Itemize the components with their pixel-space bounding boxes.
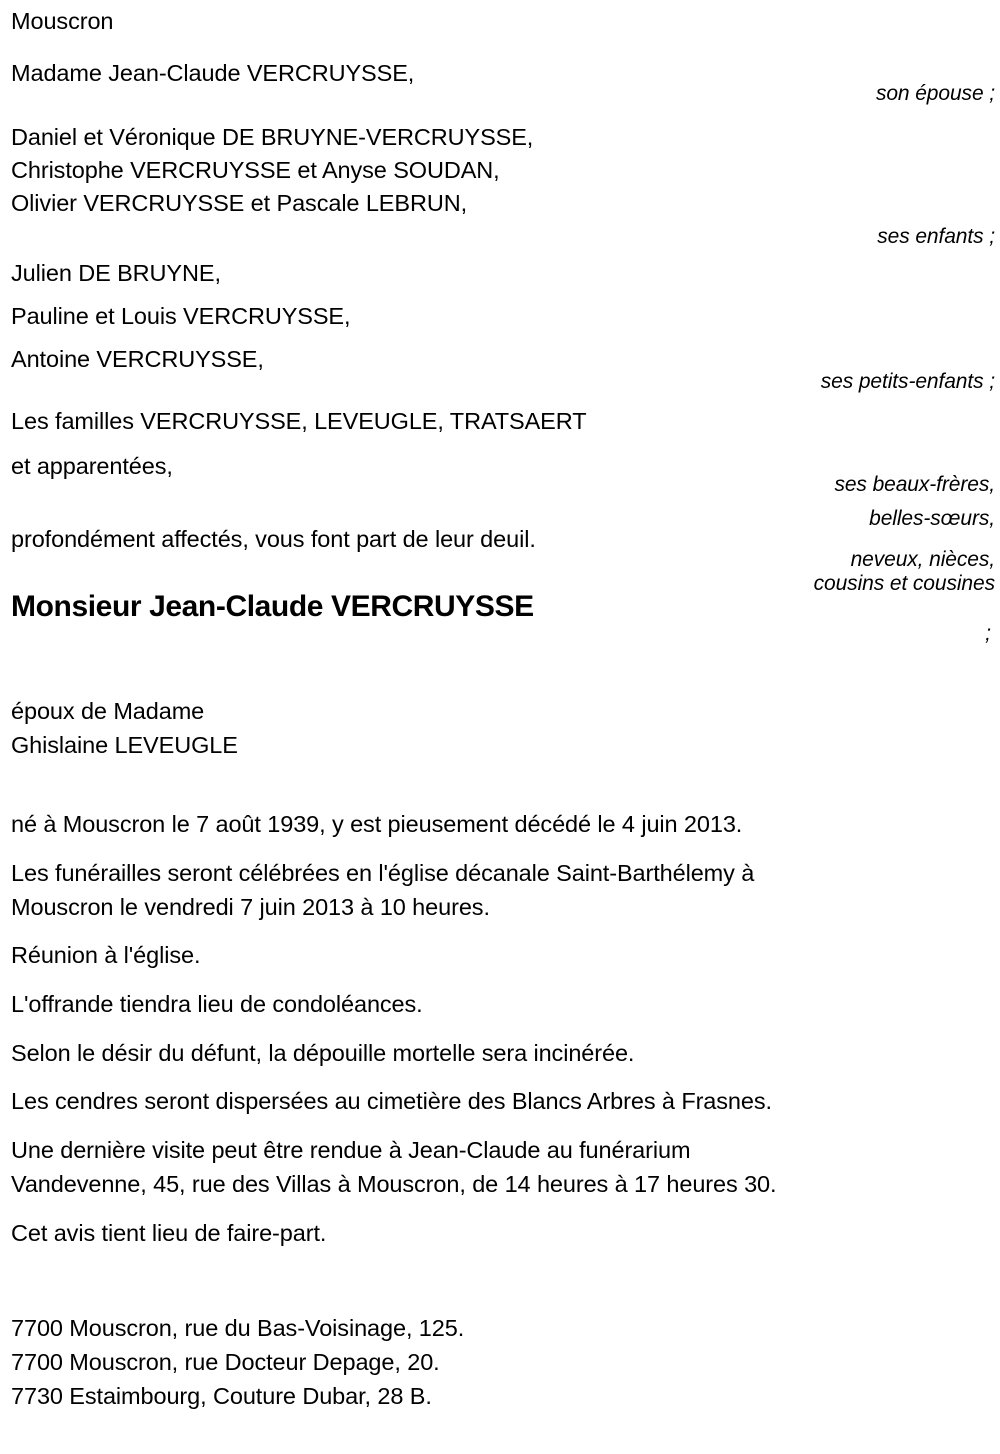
family-member-line: Christophe VERCRUYSSE et Anyse SOUDAN, — [11, 157, 500, 183]
body-line-ashes: Les cendres seront dispersées au cimetière des Blancs Arbres à Frasnes. — [11, 1088, 772, 1114]
address-line: 7730 Estaimbourg, Couture Dubar, 28 B. — [11, 1383, 432, 1409]
relationship-label-nephews-nieces: neveux, nièces, — [850, 548, 995, 571]
body-line-visitation: Vandevenne, 45, rue des Villas à Mouscron, de 14 heures à 17 heures 30. — [11, 1171, 777, 1197]
family-member-line: et apparentées, — [11, 453, 173, 479]
body-line-cremation: Selon le désir du défunt, la dépouille mortelle sera incinérée. — [11, 1040, 635, 1066]
body-line-visitation: Une dernière visite peut être rendue à Jean-Claude au funérarium — [11, 1137, 691, 1163]
family-member-line: Pauline et Louis VERCRUYSSE, — [11, 303, 351, 329]
family-member-line: Les familles VERCRUYSSE, LEVEUGLE, TRATSAERT — [11, 408, 587, 434]
relationship-label-in-laws: ses beaux-frères, — [834, 473, 995, 496]
spouse-name-line: Ghislaine LEVEUGLE — [11, 732, 238, 758]
address-line: 7700 Mouscron, rue du Bas-Voisinage, 125. — [11, 1315, 465, 1341]
family-member-line: Olivier VERCRUYSSE et Pascale LEBRUN, — [11, 190, 467, 216]
body-line-birth-death: né à Mouscron le 7 août 1939, y est pieusement décédé le 4 juin 2013. — [11, 811, 743, 837]
body-line-funeral: Les funérailles seront célébrées en l'église décanale Saint-Barthélemy à — [11, 860, 755, 886]
body-line-gathering: Réunion à l'église. — [11, 942, 201, 968]
announcement-line: profondément affectés, vous font part de leur deuil. — [11, 526, 536, 552]
address-line: 7700 Mouscron, rue Docteur Depage, 20. — [11, 1349, 440, 1375]
family-member-line: Julien DE BRUYNE, — [11, 260, 221, 286]
body-line-funeral: Mouscron le vendredi 7 juin 2013 à 10 heures. — [11, 894, 490, 920]
relationship-label-children: ses enfants ; — [877, 225, 995, 248]
relationship-label-sisters-in-law: belles-sœurs, — [869, 507, 995, 530]
body-line-offering: L'offrande tiendra lieu de condoléances. — [11, 991, 423, 1017]
relationship-label-spouse: son épouse ; — [875, 82, 995, 105]
body-line-notice: Cet avis tient lieu de faire-part. — [11, 1220, 327, 1246]
city-header: Mouscron — [11, 8, 114, 34]
relationship-label-grandchildren: ses petits-enfants ; — [820, 370, 995, 393]
family-member-line: Antoine VERCRUYSSE, — [11, 346, 264, 372]
spouse-intro-line: époux de Madame — [11, 698, 205, 724]
relationship-label-terminator: ; — [985, 622, 991, 645]
family-member-line: Daniel et Véronique DE BRUYNE-VERCRUYSSE, — [11, 124, 534, 150]
relationship-label-cousins: cousins et cousines — [813, 572, 995, 595]
deceased-name-heading: Monsieur Jean-Claude VERCRUYSSE — [11, 590, 534, 623]
family-member-line: Madame Jean-Claude VERCRUYSSE, — [11, 60, 415, 86]
